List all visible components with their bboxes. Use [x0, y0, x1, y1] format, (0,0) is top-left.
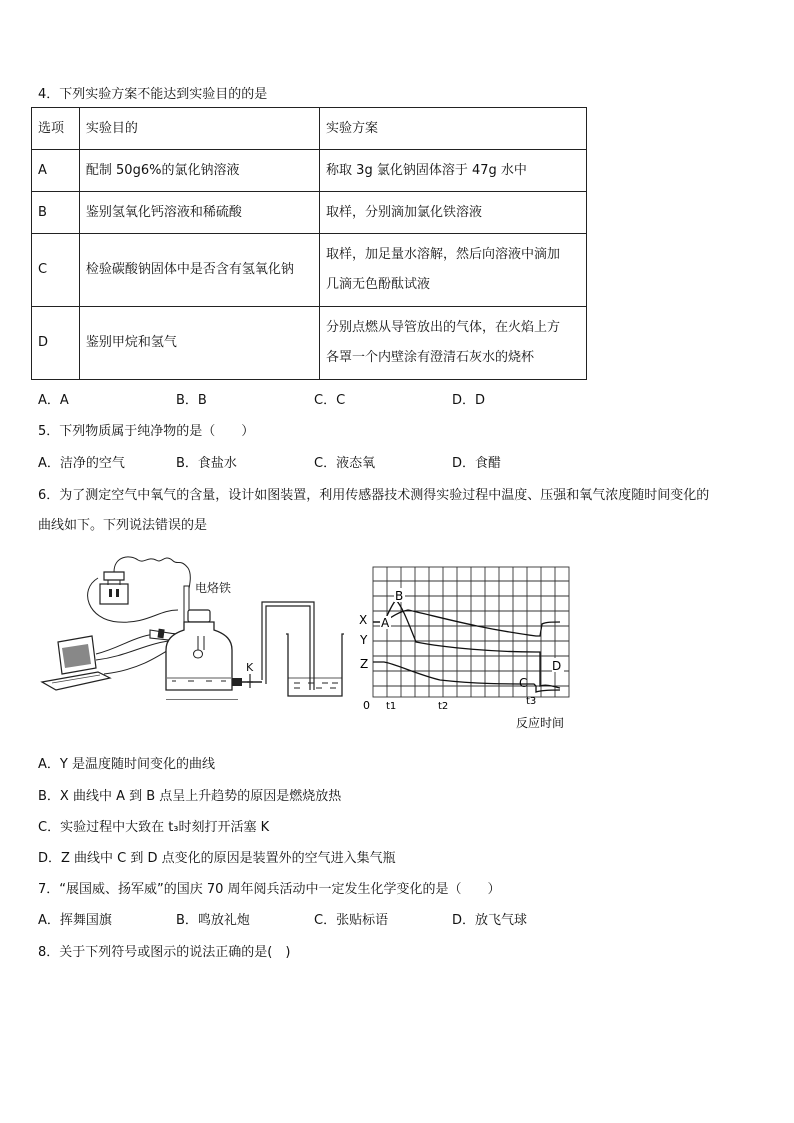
option-c[interactable]: C．C [314, 393, 346, 408]
row-plan [320, 150, 587, 192]
plug-icon [104, 572, 124, 580]
plan-line: 各罩一个内壁涂有澄清石灰水的烧杯 [326, 350, 535, 365]
q8-stem: 8．关于下列符号或图示的说法正确的是( ) [38, 945, 291, 960]
row-option: D [32, 307, 80, 380]
socket-icon [100, 584, 128, 604]
q5-options [38, 452, 501, 471]
point-d-label: D [552, 659, 562, 673]
q6-stem-line1: 6．为了测定空气中氧气的含量，设计如图装置，利用传感器技术测得实验过程中温度、压强和氧气浓度随时间变化的 [38, 488, 710, 503]
curve-x-label: X [359, 613, 368, 627]
option-a[interactable]: A．挥舞国旗 [38, 913, 112, 928]
option-b[interactable]: B．鸣放礼炮 [176, 913, 250, 928]
axis-t1: t1 [386, 701, 397, 712]
table-row [32, 150, 587, 192]
header-plan: 实验方案 [320, 108, 587, 150]
plan-line: 分别点燃从导管放出的气体，在火焰上方 [326, 320, 561, 335]
beaker [286, 634, 344, 696]
gas-bottle [166, 622, 232, 690]
row-goal: 鉴别氢氧化钙溶液和稀硫酸 [79, 192, 319, 234]
plan-line: 取样，加足量水溶解，然后向溶液中滴加 [326, 247, 561, 262]
option-b[interactable]: B．B [176, 393, 207, 408]
point-a-label: A [381, 616, 390, 630]
row-plan [320, 307, 587, 380]
axis-t3: t3 [526, 696, 537, 707]
apparatus-figure [38, 550, 353, 700]
valve-k-label: K [246, 661, 254, 674]
row-plan [320, 192, 587, 234]
plan-line: 称取 3g 氯化钠固体溶于 47g 水中 [326, 162, 527, 178]
sensor-graph [356, 558, 586, 736]
row-option: B [32, 192, 80, 234]
option-d[interactable]: D．D [452, 393, 486, 408]
option-d[interactable]: D．放飞气球 [452, 913, 528, 928]
option-d[interactable]: D．食醋 [452, 456, 502, 471]
table-header-row [32, 108, 587, 150]
q6-option-a[interactable]: A．Y 是温度随时间变化的曲线 [38, 757, 215, 772]
q6-option-d[interactable]: D．Z 曲线中 C 到 D 点变化的原因是装置外的空气进入集气瓶 [38, 851, 396, 866]
plan-line: 几滴无色酚酞试液 [326, 277, 431, 292]
axis-xlabel: 反应时间 [516, 716, 565, 730]
table-row [32, 307, 587, 380]
q4-options [38, 389, 485, 408]
row-plan [320, 234, 587, 307]
plan-line: 取样，分别滴加氯化铁溶液 [326, 204, 483, 220]
header-option: 选项 [32, 108, 80, 150]
row-option: C [32, 234, 80, 307]
q6-option-b[interactable]: B．X 曲线中 A 到 B 点呈上升趋势的原因是燃烧放热 [38, 789, 342, 804]
q5-stem: 5．下列物质属于纯净物的是（ ） [38, 424, 255, 439]
option-c[interactable]: C．张贴标语 [314, 913, 389, 928]
q6-stem-line2: 曲线如下。下列说法错误的是 [38, 518, 208, 533]
option-b[interactable]: B．食盐水 [176, 456, 237, 471]
axis-origin: 0 [363, 699, 370, 712]
row-goal: 检验碳酸钠固体中是否含有氢氧化钠 [79, 234, 319, 307]
table-row [32, 234, 587, 307]
q6-option-c[interactable]: C．实验过程中大致在 t₃时刻打开活塞 K [38, 820, 270, 835]
iron-label: 电烙铁 [195, 581, 232, 595]
curve-y-label: Y [360, 633, 368, 647]
header-goal: 实验目的 [79, 108, 319, 150]
point-b-label: B [395, 589, 404, 603]
table-row [32, 192, 587, 234]
q4-stem: 4．下列实验方案不能达到实验目的的是 [38, 87, 268, 102]
axis-t2: t2 [438, 701, 449, 712]
row-goal: 鉴别甲烷和氢气 [79, 307, 319, 380]
option-a[interactable]: A．洁净的空气 [38, 456, 125, 471]
q7-options [38, 909, 527, 928]
row-goal: 配制 50g6%的氯化钠溶液 [79, 150, 319, 192]
valve-k [247, 674, 253, 688]
q4-table [31, 107, 587, 380]
row-option: A [32, 150, 80, 192]
option-a[interactable]: A．A [38, 393, 69, 408]
q7-stem: 7．“展国威、扬军威”的国庆 70 周年阅兵活动中一定发生化学变化的是（ ） [38, 882, 501, 897]
point-c-label: C [519, 676, 528, 690]
curve-z-label: Z [360, 657, 369, 671]
option-c[interactable]: C．液态氧 [314, 456, 376, 471]
stopper [188, 610, 210, 622]
